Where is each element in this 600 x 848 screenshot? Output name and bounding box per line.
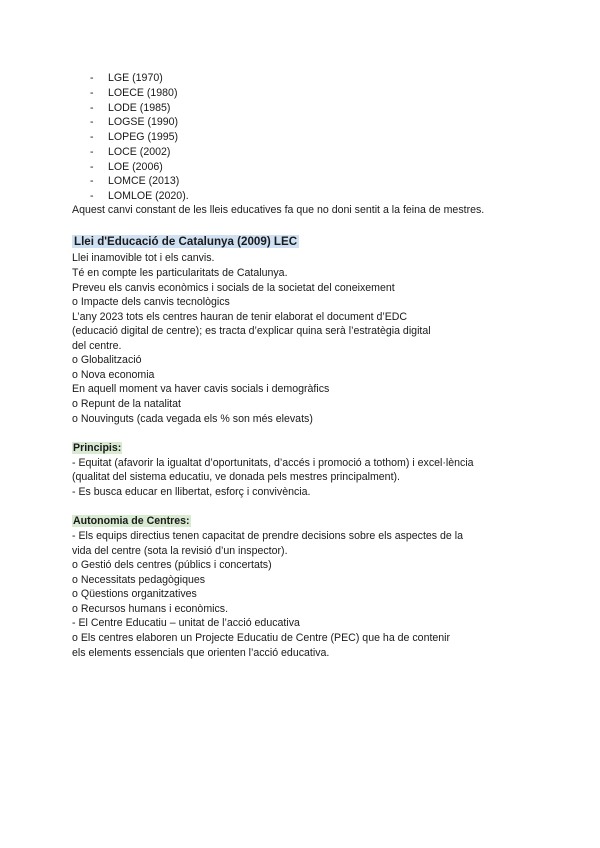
section-heading-autonomia: [72, 514, 191, 528]
education-laws-list: [90, 71, 189, 204]
paragraph-line: L’any 2023 tots els centres hauran de tenir elaborat el document d’EDC: [72, 311, 408, 323]
law-name: LOE (2006): [108, 160, 163, 173]
paragraph-line: o Impacte dels canvis tecnològics: [72, 296, 230, 308]
list-item: [90, 86, 189, 101]
list-item: [90, 160, 189, 175]
list-dash: -: [90, 145, 94, 158]
list-item: [90, 101, 189, 116]
paragraph-line: o Qüestions organitzatives: [72, 588, 197, 600]
paragraph-line: o Gestió dels centres (públics i concertats): [72, 559, 272, 571]
section-heading-lec: [72, 234, 299, 249]
paragraph-line: o Globalització: [72, 354, 142, 366]
paragraph-line: o Nova economia: [72, 369, 155, 381]
list-item: [90, 189, 189, 204]
law-name: LOMLOE (2020).: [108, 190, 189, 202]
list-item: [90, 174, 189, 189]
paragraph-line: En aquell moment va haver cavis socials i demogràfics: [72, 383, 330, 395]
paragraph-line: o Recursos humans i econòmics.: [72, 603, 229, 615]
list-item: [90, 130, 189, 145]
paragraph-line: els elements essencials que orienten l’acció educativa.: [72, 647, 330, 659]
list-item: [90, 145, 189, 160]
paragraph-line: - El Centre Educatiu – unitat de l’acció educativa: [72, 617, 300, 629]
paragraph-line: o Els centres elaboren un Projecte Educatiu de Centre (PEC) que ha de contenir: [72, 632, 451, 644]
paragraph-line: Té en compte les particularitats de Catalunya.: [72, 267, 288, 279]
paragraph-line: vida del centre (sota la revisió d’un inspector).: [72, 545, 288, 557]
paragraph-line: (educació digital de centre); es tracta d’explicar quina serà l’estratègia digital: [72, 325, 431, 337]
paragraph-line: o Nouvinguts (cada vegada els % son més elevats): [72, 413, 313, 425]
paragraph-line: del centre.: [72, 340, 122, 352]
law-name: LOGSE (1990): [108, 116, 179, 129]
heading-text: Principis:: [73, 442, 122, 454]
section-heading-principis: [72, 441, 122, 455]
paragraph-line: Preveu els canvis econòmics i socials de la societat del coneixement: [72, 282, 395, 294]
list-dash: -: [90, 72, 94, 84]
paragraph-line: (qualitat del sistema educatiu, ve donada pels mestres principalment).: [72, 471, 400, 483]
list-dash: -: [90, 86, 94, 99]
paragraph-line: - Els equips directius tenen capacitat de prendre decisions sobre els aspectes de la: [72, 530, 464, 542]
law-name: LOPEG (1995): [108, 131, 179, 143]
list-dash: -: [90, 116, 94, 129]
heading-text: Llei d'Educació de Catalunya (2009) LEC: [74, 235, 298, 248]
list-item: [90, 115, 189, 130]
heading-text: Autonomia de Centres:: [73, 515, 190, 527]
paragraph-line: - Es busca educar en llibertat, esforç i convivència.: [72, 486, 311, 498]
paragraph-line: o Repunt de la natalitat: [72, 398, 181, 410]
list-item: [90, 71, 189, 86]
list-dash: -: [90, 190, 94, 202]
list-dash: -: [90, 131, 94, 143]
list-dash: -: [90, 101, 94, 114]
law-name: LODE (1985): [108, 101, 171, 114]
law-name: LOMCE (2013): [108, 175, 180, 188]
intro-sentence: Aquest canvi constant de les lleis educatives fa que no doni sentit a la feina de mestres.: [72, 204, 485, 216]
law-name: LOECE (1980): [108, 86, 178, 99]
list-dash: -: [90, 175, 94, 188]
list-dash: -: [90, 160, 94, 173]
law-name: LGE (1970): [108, 72, 163, 84]
law-name: LOCE (2002): [108, 145, 171, 158]
paragraph-line: - Equitat (afavorir la igualtat d’oportunitats, d’accés i promoció a tothom) i excel·lència: [72, 457, 474, 469]
paragraph-line: Llei inamovible tot i els canvis.: [72, 252, 215, 264]
paragraph-line: o Necessitats pedagògiques: [72, 574, 206, 586]
